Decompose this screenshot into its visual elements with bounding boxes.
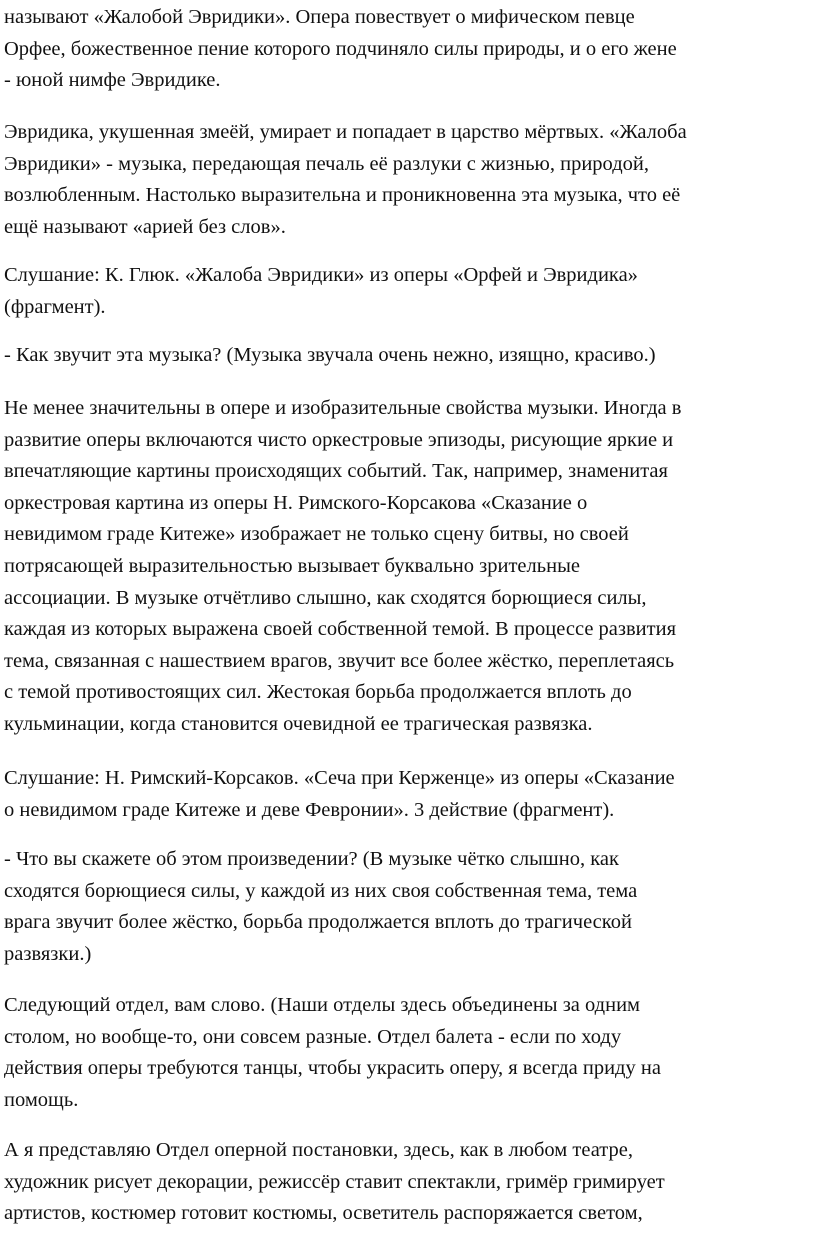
text-line: возлюбленным. Настолько выразительна и проникновенна эта музыка, что её [4,184,681,207]
text-line: Орфее, божественное пение которого подчиняло силы природы, и о его жене [4,37,677,60]
text-line: тема, связанная с нашествием врагов, звучит все более жёстко, переплетаясь [4,649,675,672]
text-line: ассоциации. В музыке отчётливо слышно, как сходятся борющиеся силы, [4,586,647,609]
text-line: называют «Жалобой Эвридики». Опера повествует о мифическом певце [4,6,635,28]
text-line: Эвридика, укушенная змеёй, умирает и попадает в царство мёртвых. «Жалоба [4,121,687,143]
paragraph [4,763,816,826]
text-line: кульминации, когда становится очевидной ее трагическая развязка. [4,712,593,735]
text-line: - Как звучит эта музыка? (Музыка звучала очень нежно, изящно, красиво.) [4,344,656,366]
text-line: каждая из которых выражена своей собственной темой. В процессе развития [4,618,677,641]
text-line: Слушание: К. Глюк. «Жалоба Эвридики» из оперы «Орфей и Эвридика» [4,264,638,286]
text-line: Слушание: Н. Римский-Корсаков. «Сеча при Керженце» из оперы «Сказание [4,767,675,789]
text-line: невидимом граде Китеже» изображает не только сцену битвы, но своей [4,523,629,546]
text-line: А я представляю Отдел оперной постановки, здесь, как в любом театре, [4,1139,633,1161]
paragraph [4,844,816,970]
text-line: Эвридики» - музыка, передающая печаль её разлуки с жизнью, природой, [4,152,649,175]
paragraph [4,1135,816,1230]
paragraph [4,340,816,372]
paragraph [4,990,816,1116]
text-line: впечатляющие картины происходящих событий. Так, например, знаменитая [4,460,668,483]
text-line: врага звучит более жёстко, борьба продолжается вплоть до трагической [4,911,632,934]
text-line: действия оперы требуются танцы, чтобы украсить оперу, я всегда приду на [4,1057,661,1080]
text-line: ещё называют «арией без слов». [4,215,286,238]
text-line: развязки.) [4,942,92,965]
text-line: артистов, костюмер готовит костюмы, осветитель распоряжается светом, [4,1202,643,1225]
text-line: помощь. [4,1088,79,1111]
paragraph [4,393,816,741]
text-line: потрясающей выразительностью вызывает буквально зрительные [4,554,580,577]
text-line: - юной нимфе Эвридике. [4,69,221,92]
text-line: - Что вы скажете об этом произведении? (В музыке чётко слышно, как [4,848,619,870]
text-line: (фрагмент). [4,295,106,318]
text-line: столом, но вообще-то, они совсем разные. Отдел балета - если по ходу [4,1025,622,1048]
text-line: сходятся борющиеся силы, у каждой из них своя собственная тема, тема [4,879,638,902]
text-line: с темой противостоящих сил. Жестокая борьба продолжается вплоть до [4,681,632,704]
paragraph [4,260,816,323]
paragraph [4,2,816,97]
text-line: развитие оперы включаются чисто оркестровые эпизоды, рисующие яркие и [4,428,674,451]
text-line: художник рисует декорации, режиссёр ставит спектакли, гримёр гримирует [4,1170,665,1193]
text-line: Следующий отдел, вам слово. (Наши отделы здесь объединены за одним [4,994,641,1016]
text-line: Не менее значительны в опере и изобразительные свойства музыки. Иногда в [4,397,682,419]
paragraph [4,117,816,243]
text-line: о невидимом граде Китеже и деве Февронии». 3 действие (фрагмент). [4,798,615,821]
text-line: оркестровая картина из оперы Н. Римского-Корсакова «Сказание о [4,491,588,514]
